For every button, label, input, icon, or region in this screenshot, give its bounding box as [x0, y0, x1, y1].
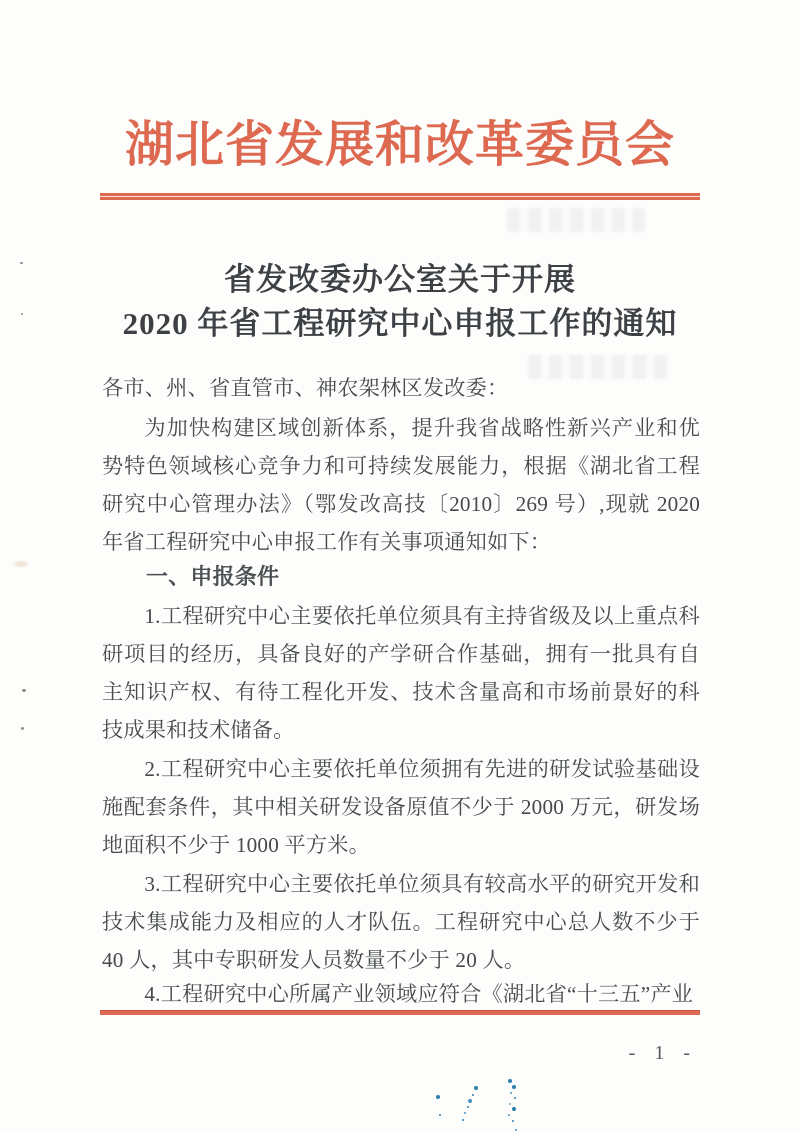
blue-ink-stain-middle: [474, 1086, 478, 1090]
condition-item-2: 2.工程研究中心主要依托单位须拥有先进的研发试验基础设施配套条件，其中相关研发设备原值不少于 2000 万元，研发场地面积不少于 1000 平方米。: [102, 757, 700, 857]
page-bottom-rule: [100, 1010, 700, 1015]
bleedthrough-artifact-top: [507, 208, 645, 232]
condition-item-1: 1.工程研究中心主要依托单位须具有主持省级及以上重点科研项目的经历，具备良好的产学研合作基础，拥有一批具有自主知识产权、有待工程化开发、技术含量高和市场前景好的科技成果和技术储备。: [102, 604, 700, 742]
intro-paragraph: 为加快构建区域创新体系，提升我省战略性新兴产业和优势特色领域核心竞争力和可持续发展能力，根据《湖北省工程研究中心管理办法》（鄂发改高技〔2010〕269 号）,现就 2020 年省工程研究中心申报工作有关事项通知如下：: [102, 416, 700, 554]
scan-speck: [21, 727, 24, 730]
scan-speck: [20, 262, 23, 264]
blue-ink-stain-left: [436, 1095, 440, 1099]
section-1-heading: 一、申报条件: [146, 564, 280, 589]
letterhead-agency-name: 湖北省发展和改革委员会: [124, 117, 675, 172]
letterhead-divider-rule: [100, 193, 700, 200]
blue-ink-stain-right: [508, 1079, 512, 1083]
document-title-line1: 省发改委办公室关于开展: [224, 262, 576, 297]
scan-speck: [21, 313, 23, 315]
condition-item-3: 3.工程研究中心主要依托单位须具有较高水平的研究开发和技术集成能力及相应的人才队伍。工程研究中心总人数不少于 40 人，其中专职研发人员数量不少于 20 人。: [102, 872, 700, 972]
document-title: [0, 258, 800, 346]
document-title-line2: 2020 年省工程研究中心申报工作的通知: [122, 306, 678, 341]
page-number: - 1 -: [628, 1042, 697, 1064]
scan-speck: [22, 689, 26, 692]
scan-smudge: [14, 561, 28, 567]
condition-item-4-truncated: 4.工程研究中心所属产业领域应符合《湖北省“十三五”产业: [144, 982, 694, 1006]
salutation-line: 各市、州、省直管市、神农架林区发改委：: [102, 376, 509, 400]
